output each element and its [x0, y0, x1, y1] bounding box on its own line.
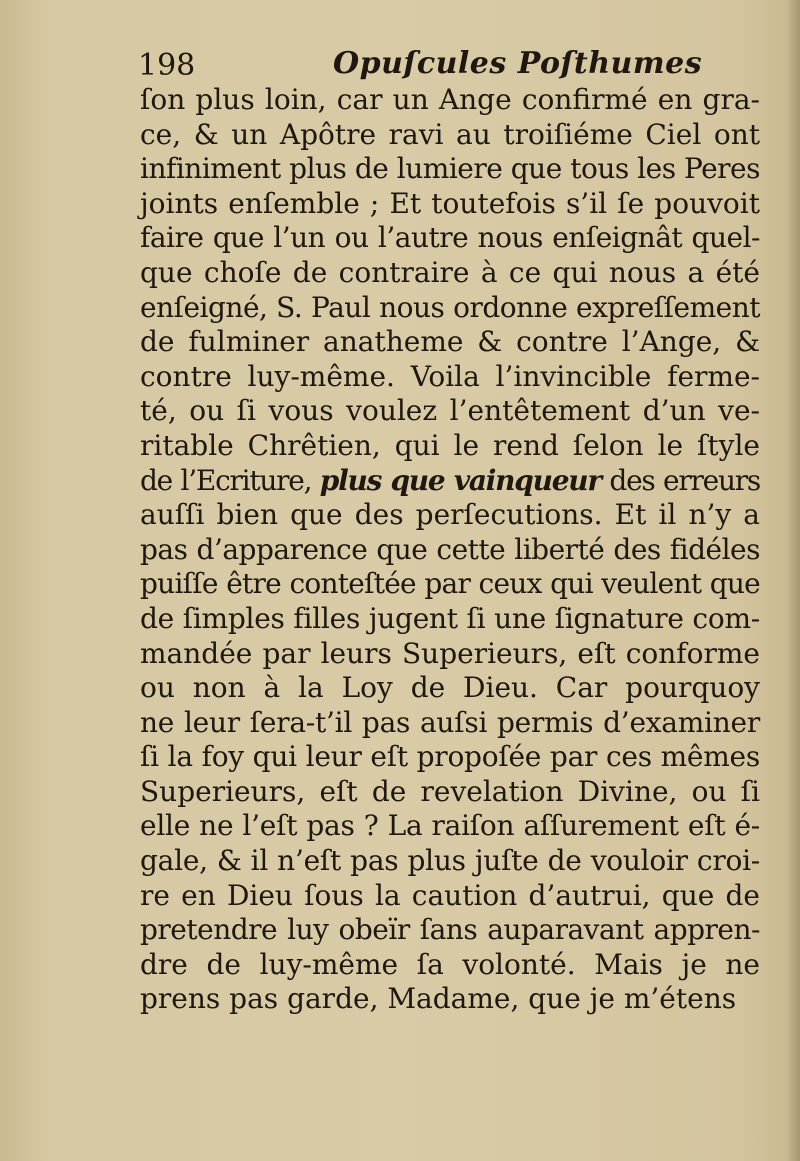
text-line: dre de luy-même ſa volonté. Mais je ne	[140, 947, 760, 981]
text-line: enſeigné, S. Paul nous ordonne expreſſement	[140, 290, 760, 324]
text-line: ſon plus loin, car un Ange confirmé en gra-	[140, 83, 760, 116]
text-segment: de l’Ecriture,	[140, 463, 320, 497]
text-line: infiniment plus de lumiere que tous les Peres	[140, 152, 760, 186]
text-line: puiſſe être conteſtée par ceux qui veulent que	[140, 567, 760, 601]
text-line: re en Dieu ſous la caution d’autrui, que de	[140, 878, 760, 912]
text-line: faire que l’un ou l’autre nous enſeignât quel-	[140, 221, 760, 255]
text-line: ne leur ſera-t’il pas auſsi permis d’examiner	[140, 705, 760, 739]
text-line: contre luy-même. Voila l’invincible ferme-	[140, 359, 760, 393]
text-line: que choſe de contraire à ce qui nous a été	[140, 255, 760, 289]
text-line-with-emphasis	[140, 464, 760, 499]
text-line: elle ne l’eſt pas ? La raiſon aſſurement eſt é-	[140, 809, 760, 843]
body-text	[140, 83, 760, 1017]
text-line: Superieurs, eſt de revelation Divine, ou ſi	[140, 774, 760, 808]
text-line: ce, & un Apôtre ravi au troiſiéme Ciel ont	[140, 117, 760, 151]
running-header	[138, 44, 758, 88]
page-number: 198	[138, 48, 196, 83]
text-line: gale, & il n’eſt pas plus juſte de vouloir croi-	[140, 844, 760, 878]
text-segment: des erreurs	[600, 463, 760, 497]
text-line: té, ou ſi vous voulez l’entêtement d’un ve-	[140, 394, 760, 428]
text-line: ſi la foy qui leur eſt propoſée par ces mêmes	[140, 740, 760, 774]
text-line: ritable Chrêtien, qui le rend ſelon le ſtyle	[140, 428, 760, 462]
running-title: Opuſcules Poſthumes	[333, 46, 703, 81]
text-line: pas d’apparence que cette liberté des fidéles	[140, 532, 760, 566]
text-line: de ſimples filles jugent ſi une ſignature com-	[140, 601, 760, 635]
text-line: de fulminer anatheme & contre l’Ange, &	[140, 325, 760, 359]
emphasized-phrase: plus que vainqueur	[319, 463, 601, 497]
text-line: joints enſemble ; Et toutefois s’il ſe pouvoit	[140, 186, 760, 220]
text-line: auſſi bien que des perſecutions. Et il n’y a	[140, 498, 760, 532]
text-line: mandée par leurs Superieurs, eſt conforme	[140, 636, 760, 670]
page-edge-shadow	[786, 0, 800, 1161]
text-line: ou non à la Loy de Dieu. Car pourquoy	[140, 671, 760, 705]
text-line: prens pas garde, Madame, que je m’étens	[140, 982, 737, 1016]
text-line: pretendre luy obeïr ſans auparavant appren-	[140, 913, 760, 947]
